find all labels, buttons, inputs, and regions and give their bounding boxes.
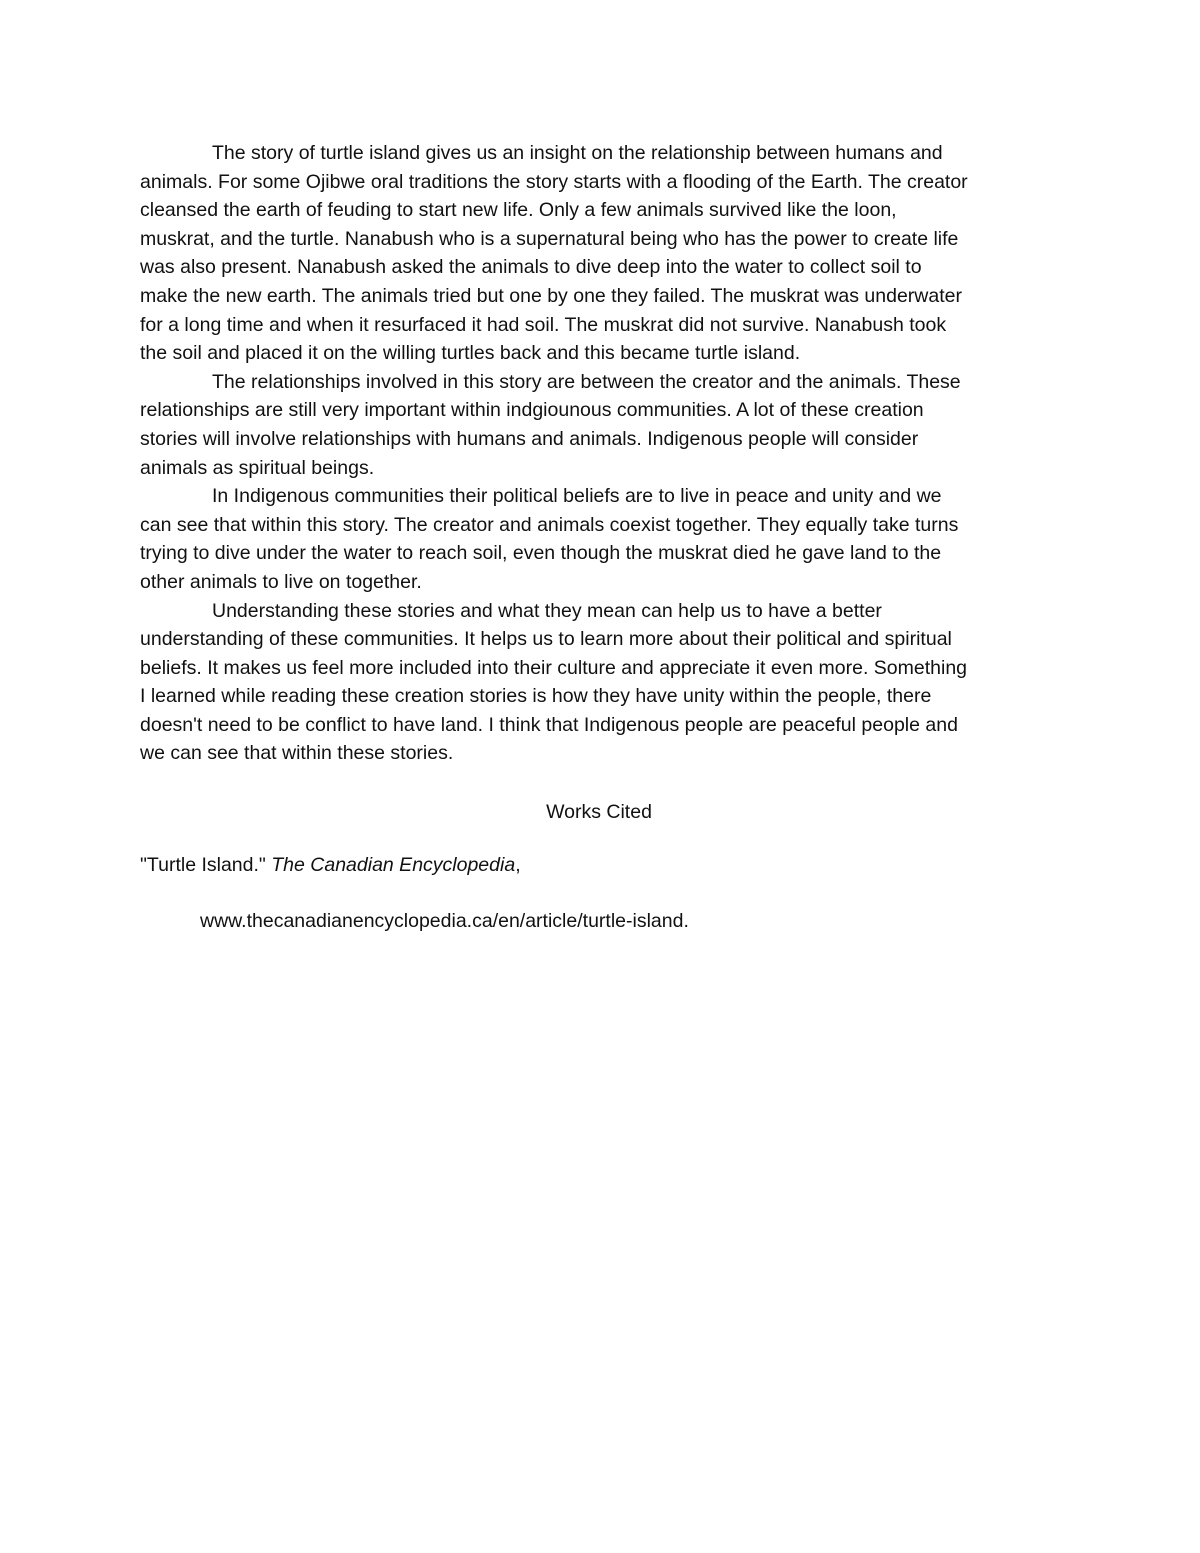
works-cited-heading: Works Cited <box>546 801 652 824</box>
paragraph-line: for a long time and when it resurfaced it had soil. The muskrat did not survive. Nanabush took <box>140 313 947 336</box>
citation-article-title: "Turtle Island." <box>140 854 266 877</box>
body-paragraph-1 <box>140 139 1062 368</box>
paragraph-line: make the new earth. The animals tried but one by one they failed. The muskrat was underwater <box>140 284 962 307</box>
paragraph-line: relationships are still very important within indgiounous communities. A lot of these creation <box>140 399 924 422</box>
paragraph-line: stories will involve relationships with humans and animals. Indigenous people will consider <box>140 427 919 450</box>
paragraph-line: other animals to live on together. <box>140 570 422 593</box>
paragraph-line: we can see that within these stories. <box>140 742 454 765</box>
paragraph-line: animals. For some Ojibwe oral traditions the story starts with a flooding of the Earth. The creator <box>140 170 968 193</box>
paragraph-line: animals as spiritual beings. <box>140 456 375 479</box>
paragraph-line: can see that within this story. The creator and animals coexist together. They equally take turns <box>140 513 959 536</box>
citation-publication: The Canadian Encyclopedia <box>271 854 516 877</box>
paragraph-line: The story of turtle island gives us an insight on the relationship between humans and <box>212 142 943 164</box>
body-paragraph-3 <box>140 482 1062 596</box>
paragraph-line: understanding of these communities. It helps us to learn more about their political and spiritual <box>140 628 952 651</box>
paragraph-line: was also present. Nanabush asked the animals to dive deep into the water to collect soil to <box>140 256 922 279</box>
body-paragraph-2 <box>140 368 1062 482</box>
citation-url: www.thecanadianencyclopedia.ca/en/article/turtle-island. <box>200 910 689 933</box>
paragraph-line: In Indigenous communities their political beliefs are to live in peace and unity and we <box>212 485 942 508</box>
paragraph-line: cleansed the earth of feuding to start new life. Only a few animals survived like the loon, <box>140 199 897 222</box>
document-body <box>140 139 1062 935</box>
paragraph-line: I learned while reading these creation stories is how they have unity within the people, there <box>140 685 932 708</box>
paragraph-line: beliefs. It makes us feel more included into their culture and appreciate it even more. Something <box>140 656 968 679</box>
paragraph-line: trying to dive under the water to reach soil, even though the muskrat died he gave land to the <box>140 542 942 565</box>
paragraph-line: the soil and placed it on the willing turtles back and this became turtle island. <box>140 342 801 365</box>
paragraph-line: doesn't need to be conflict to have land. I think that Indigenous people are peaceful people and <box>140 713 958 736</box>
body-paragraph-4 <box>140 597 1062 769</box>
citation-entry <box>140 851 1062 879</box>
paragraph-line: muskrat, and the turtle. Nanabush who is a supernatural being who has the power to create life <box>140 227 959 250</box>
paragraph-line: Understanding these stories and what they mean can help us to have a better <box>212 599 882 622</box>
citation-punctuation: , <box>515 854 521 877</box>
paragraph-line: The relationships involved in this story are between the creator and the animals. These <box>212 370 961 393</box>
